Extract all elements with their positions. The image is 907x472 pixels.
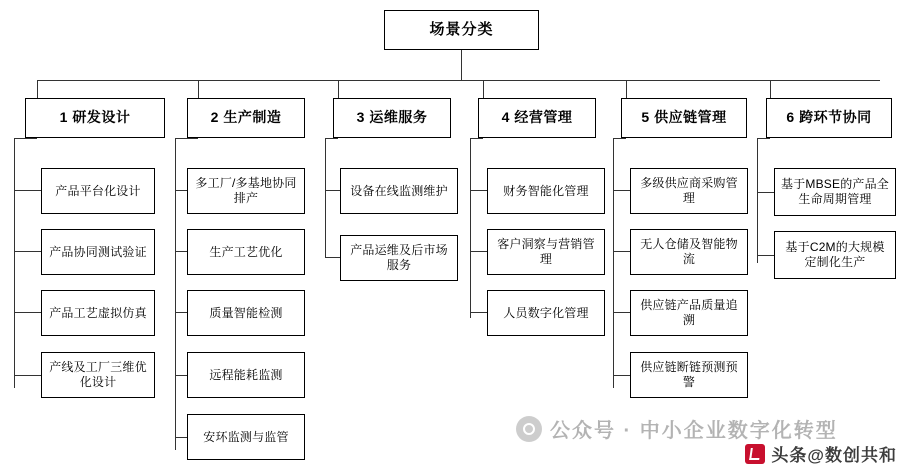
leaf-node-2-1-label: 多工厂/多基地协同排产 (195, 176, 297, 205)
connector-spine-6 (757, 138, 758, 263)
connector-root-stem (461, 50, 462, 80)
category-node-6[interactable] (766, 98, 892, 138)
connector-6-leaf-2 (757, 255, 774, 256)
connector-1-leaf-2 (14, 251, 41, 252)
connector-3-leaf-2 (325, 257, 340, 258)
leaf-node-1-4[interactable] (41, 352, 155, 398)
connector-bus-to-cat-6 (770, 80, 771, 98)
connector-bus-to-cat-5 (626, 80, 627, 98)
brand-text: 头条@数创共和 (771, 446, 897, 465)
category-node-5-label: 5 供应链管理 (641, 109, 727, 126)
connector-cat1-top (14, 138, 37, 139)
leaf-node-3-2[interactable] (340, 235, 458, 281)
leaf-node-5-2[interactable] (630, 229, 748, 275)
leaf-node-5-1[interactable] (630, 168, 748, 214)
leaf-node-6-2[interactable] (774, 231, 896, 279)
watermark-text: 公众号 · 中小企业数字化转型 (550, 420, 838, 442)
leaf-node-1-2[interactable] (41, 229, 155, 275)
leaf-node-1-2-label: 产品协同测试验证 (49, 244, 147, 259)
connector-1-leaf-3 (14, 312, 41, 313)
connector-spine-3 (325, 138, 326, 258)
connector-5-leaf-2 (613, 251, 630, 252)
category-node-4-label: 4 经营管理 (501, 109, 573, 126)
connector-spine-4 (470, 138, 471, 318)
connector-5-leaf-1 (613, 190, 630, 191)
connector-4-leaf-3 (470, 312, 487, 313)
brand-mark-group (745, 441, 897, 466)
leaf-node-4-3[interactable] (487, 290, 605, 336)
connector-cat4-top (470, 138, 483, 139)
root-node-label: 场景分类 (429, 20, 494, 38)
connector-5-leaf-3 (613, 312, 630, 313)
connector-2-leaf-3 (175, 312, 187, 313)
leaf-node-4-1[interactable] (487, 168, 605, 214)
leaf-node-5-2-label: 无人仓储及智能物流 (640, 237, 738, 266)
category-node-4[interactable] (478, 98, 596, 138)
category-node-1-label: 1 研发设计 (59, 109, 131, 126)
leaf-node-2-3[interactable] (187, 290, 305, 336)
leaf-node-4-2-label: 客户洞察与营销管理 (497, 237, 595, 266)
category-node-1[interactable] (25, 98, 165, 138)
connector-bus-to-cat-2 (198, 80, 199, 98)
connector-bus-to-cat-1 (37, 80, 38, 98)
leaf-node-2-4-label: 远程能耗监测 (209, 367, 283, 382)
toutiao-logo-icon (745, 444, 765, 464)
connector-2-leaf-4 (175, 375, 187, 376)
connector-bus-to-cat-3 (338, 80, 339, 98)
leaf-node-6-2-label: 基于C2M的大规模定制化生产 (785, 240, 885, 269)
leaf-node-4-3-label: 人员数字化管理 (503, 305, 589, 320)
leaf-node-1-1[interactable] (41, 168, 155, 214)
connector-cat3-top (325, 138, 338, 139)
leaf-node-1-3-label: 产品工艺虚拟仿真 (49, 305, 147, 320)
connector-2-leaf-2 (175, 251, 187, 252)
leaf-node-2-1[interactable] (187, 168, 305, 214)
leaf-node-4-1-label: 财务智能化管理 (503, 183, 589, 198)
connector-bus (37, 80, 880, 81)
connector-4-leaf-1 (470, 190, 487, 191)
connector-cat6-top (757, 138, 770, 139)
leaf-node-2-5-label: 安环监测与监管 (203, 429, 289, 444)
connector-3-leaf-1 (325, 190, 340, 191)
connector-cat5-top (613, 138, 626, 139)
leaf-node-2-2-label: 生产工艺优化 (209, 244, 283, 259)
connector-1-leaf-4 (14, 375, 41, 376)
category-node-5[interactable] (621, 98, 747, 138)
leaf-node-5-4[interactable] (630, 352, 748, 398)
connector-2-leaf-5 (175, 437, 187, 438)
leaf-node-3-2-label: 产品运维及后市场服务 (350, 243, 448, 272)
connector-spine-2 (175, 138, 176, 450)
connector-6-leaf-1 (757, 192, 774, 193)
leaf-node-6-1[interactable] (774, 168, 896, 216)
leaf-node-5-3-label: 供应链产品质量追溯 (640, 298, 738, 327)
category-node-2-label: 2 生产制造 (210, 109, 282, 126)
leaf-node-1-4-label: 产线及工厂三维优化设计 (49, 360, 147, 389)
watermark (516, 414, 838, 443)
leaf-node-2-5[interactable] (187, 414, 305, 460)
leaf-node-1-3[interactable] (41, 290, 155, 336)
leaf-node-2-3-label: 质量智能检测 (209, 305, 283, 320)
leaf-node-2-2[interactable] (187, 229, 305, 275)
leaf-node-5-3[interactable] (630, 290, 748, 336)
connector-5-leaf-4 (613, 375, 630, 376)
leaf-node-2-4[interactable] (187, 352, 305, 398)
category-node-3-label: 3 运维服务 (356, 109, 428, 126)
connector-1-leaf-1 (14, 190, 41, 191)
root-node[interactable] (384, 10, 539, 50)
leaf-node-3-1-label: 设备在线监测维护 (350, 183, 448, 198)
connector-4-leaf-2 (470, 251, 487, 252)
leaf-node-5-4-label: 供应链断链预测预警 (640, 360, 738, 389)
connector-cat2-top (175, 138, 198, 139)
category-node-3[interactable] (333, 98, 451, 138)
leaf-node-4-2[interactable] (487, 229, 605, 275)
leaf-node-6-1-label: 基于MBSE的产品全生命周期管理 (781, 177, 890, 206)
connector-spine-1 (14, 138, 15, 388)
leaf-node-1-1-label: 产品平台化设计 (55, 183, 141, 198)
leaf-node-5-1-label: 多级供应商采购管理 (640, 176, 738, 205)
category-node-2[interactable] (187, 98, 305, 138)
connector-bus-to-cat-4 (483, 80, 484, 98)
wechat-logo-icon (516, 416, 542, 442)
leaf-node-3-1[interactable] (340, 168, 458, 214)
connector-2-leaf-1 (175, 190, 187, 191)
connector-spine-5 (613, 138, 614, 388)
category-node-6-label: 6 跨环节协同 (786, 109, 872, 126)
